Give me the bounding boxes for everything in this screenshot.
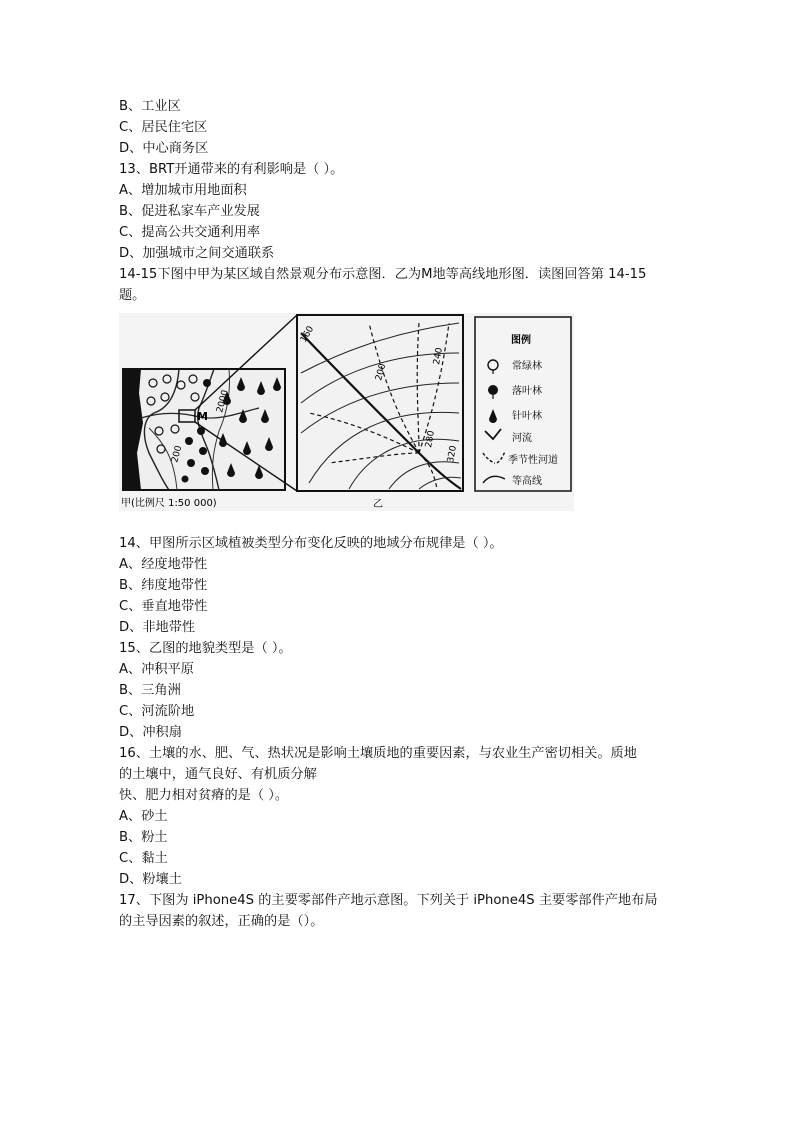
q15-option-c: C、河流阶地: [119, 704, 195, 719]
q14-option-a: A、经度地带性: [119, 557, 208, 572]
question-14-15-intro: 14-15下图中甲为某区域自然景观分布示意图．乙为M地等高线地形图．读图回答第 14-15: [119, 267, 647, 282]
q14-option-c: C、垂直地带性: [119, 599, 208, 614]
point-label-m: M: [197, 410, 208, 423]
map-figure: [119, 313, 574, 511]
option-d-cbd: D、中心商务区: [119, 141, 209, 156]
contour-label-160: 160: [298, 324, 317, 345]
legend-title: 图例: [511, 335, 531, 346]
legend-label-river: 河流: [512, 433, 532, 444]
q13-option-c: C、提高公共交通利用率: [119, 225, 261, 240]
q14-option-d: D、非地带性: [119, 620, 196, 635]
question-14: 14、甲图所示区域植被类型分布变化反映的地域分布规律是（ ）。: [119, 536, 503, 551]
q16-option-d: D、粉壤土: [119, 872, 182, 887]
legend-label-evergreen: 常绿林: [512, 361, 542, 372]
q13-option-a: A、增加城市用地面积: [119, 183, 247, 198]
contour-label-200: 200: [170, 444, 185, 464]
option-c-residential: C、居民住宅区: [119, 120, 208, 135]
legend-label-contour: 等高线: [512, 476, 542, 487]
contour-label-280: 280: [424, 429, 437, 449]
q13-option-b: B、促进私家车产业发展: [119, 204, 260, 219]
q16-option-b: B、粉土: [119, 830, 168, 845]
legend: [475, 317, 571, 491]
question-16: 16、土壤的水、肥、气、热状况是影响土壤质地的重要因素，与农业生产密切相关。质地: [119, 746, 637, 761]
option-b-industrial: B、工业区: [119, 99, 181, 114]
q15-option-a: A、冲积平原: [119, 662, 194, 677]
map-figure-svg: [119, 313, 574, 511]
question-15: 15、乙图的地貌类型是（ ）。: [119, 641, 292, 656]
q15-option-d: D、冲积扇: [119, 725, 182, 740]
question-16-cont-2: 快、肥力相对贫瘠的是（ ）。: [119, 788, 289, 803]
question-13: 13、BRT开通带来的有利影响是（ ）。: [119, 162, 344, 177]
map-yi: [297, 315, 463, 510]
contour-label-320: 320: [446, 444, 459, 464]
question-17: 17、下图为 iPhone4S 的主要零部件产地示意图。下列关于 iPhone4S 主要零部件产地布局: [119, 893, 658, 908]
legend-label-seasonal: 季节性河道: [508, 455, 558, 466]
contour-label-240: 240: [432, 346, 445, 366]
map-jia: [121, 369, 285, 509]
legend-label-deciduous: 落叶林: [512, 386, 542, 397]
question-16-cont: 的土壤中，通气良好、有机质分解: [119, 767, 317, 782]
q14-option-b: B、纬度地带性: [119, 578, 208, 593]
q16-option-a: A、砂土: [119, 809, 168, 824]
deciduous-tree-icon: [488, 385, 498, 395]
contour-label-200: 200: [374, 362, 389, 382]
q15-option-b: B、三角洲: [119, 683, 181, 698]
q13-option-d: D、加强城市之间交通联系: [119, 246, 275, 261]
question-17-cont: 的主导因素的叙述，正确的是（）。: [119, 914, 324, 929]
map-yi-caption: 乙: [373, 499, 383, 510]
legend-label-conifer: 针叶林: [512, 411, 542, 422]
question-14-15-intro-cont: 题。: [119, 288, 146, 303]
q16-option-c: C、黏土: [119, 851, 168, 866]
map-jia-caption: 甲(比例尺 1:50 000): [121, 498, 217, 509]
